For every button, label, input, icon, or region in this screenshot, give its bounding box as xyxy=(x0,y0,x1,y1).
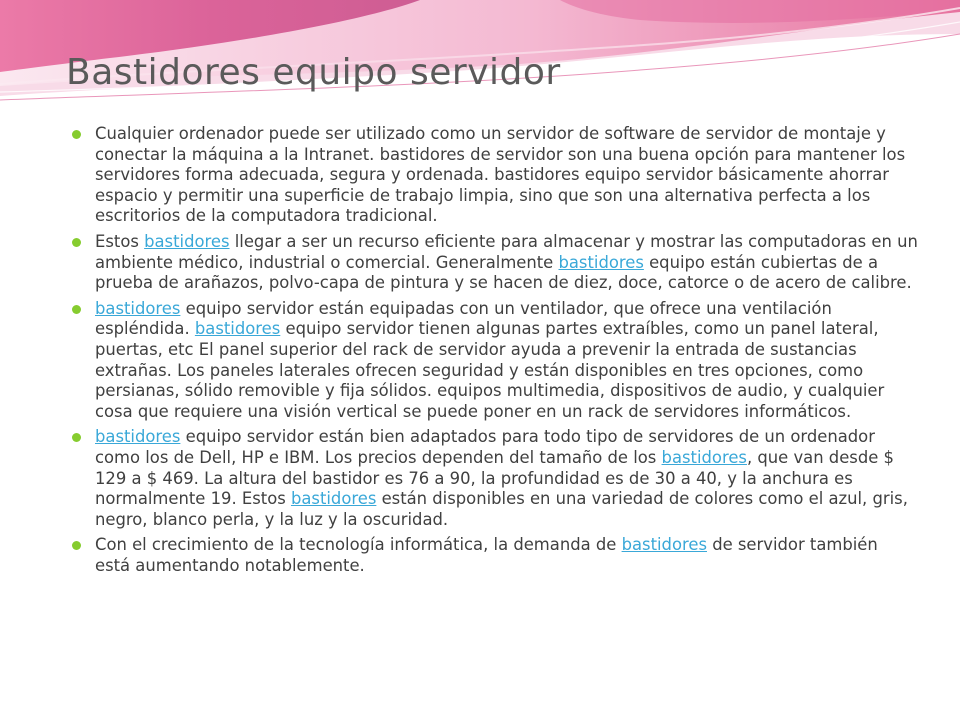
bullet-text: Cualquier ordenador puede ser utilizado como un servidor de software de servidor de montaje y conectar la máquina a la Intranet. bastidores de servidor son una buena opción para mantener los servidores forma adecuada, segura y ordenada. bastidores equipo servidor básicamente ahorrar espacio y permitir una superficie de trabajo limpia, sino que son una alternativa perfecta a los escritorios de la computadora tradicional. xyxy=(95,124,906,226)
bastidores-link[interactable]: bastidores xyxy=(144,231,230,251)
bullet-text: equipo servidor están bien adaptados para todo tipo de servidores de un ordenador como los de Dell, HP e IBM. Los precios dependen del tamaño de los xyxy=(95,427,875,467)
bastidores-link[interactable]: bastidores xyxy=(621,535,707,555)
bullet-dot-icon xyxy=(72,238,81,247)
bastidores-link[interactable]: bastidores xyxy=(661,447,747,467)
bullet-item xyxy=(70,427,918,530)
bastidores-link[interactable]: bastidores xyxy=(558,252,644,272)
bullet-text: Estos xyxy=(95,231,145,251)
bullet-item xyxy=(70,232,918,294)
bullet-text: equipo servidor tienen algunas partes extraíbles, como un panel lateral, puertas, etc El panel superior del rack de servidor ayuda a prevenir la entrada de sustancias extrañas. Los paneles laterales ofrecen seguridad y están disponibles en tres opciones, como persianas, sólido removible y fija sólidos. equipos multimedia, dispositivos de audio, y cualquier cosa que requiere una visión vertical se puede poner en un rack de servidores informáticos. xyxy=(95,319,885,421)
bullet-list xyxy=(70,124,918,581)
bullet-text: llegar a ser un recurso eficiente para almacenar y mostrar las computadoras en un ambiente médico, industrial o comercial. Generalmente xyxy=(95,231,918,272)
bullet-text: equipo servidor están equipadas con un ventilador, que ofrece una ventilación espléndida. xyxy=(95,298,832,339)
slide-title: Bastidores equipo servidor xyxy=(66,52,561,93)
bullet-dot-icon xyxy=(72,130,81,139)
bullet-text: están disponibles en una variedad de colores como el azul, gris, negro, blanco perla, y la luz y la oscuridad. xyxy=(95,489,908,529)
bullet-text: , que van desde $ 129 a $ 469. La altura del bastidor es 76 a 90, la profundidad es de 30 a 40, y la anchura es normalmente 19. Estos xyxy=(95,447,894,509)
bullet-item xyxy=(70,535,918,576)
bullet-item xyxy=(70,299,918,423)
bastidores-link[interactable]: bastidores xyxy=(194,319,281,339)
bullet-dot-icon xyxy=(72,305,81,314)
bastidores-link[interactable]: bastidores xyxy=(95,427,181,447)
bullet-text: de servidor también está aumentando notablemente. xyxy=(95,535,878,575)
bastidores-link[interactable]: bastidores xyxy=(290,489,377,509)
bullet-text: equipo están cubiertas de a prueba de arañazos, polvo-capa de pintura y se hacen de diez, doce, catorce o de acero de calibre. xyxy=(95,252,912,293)
bullet-item xyxy=(70,124,918,227)
bullet-text: Con el crecimiento de la tecnología informática, la demanda de xyxy=(95,535,622,555)
bullet-dot-icon xyxy=(72,433,81,442)
bastidores-link[interactable]: bastidores xyxy=(95,298,181,318)
bullet-dot-icon xyxy=(72,541,81,550)
